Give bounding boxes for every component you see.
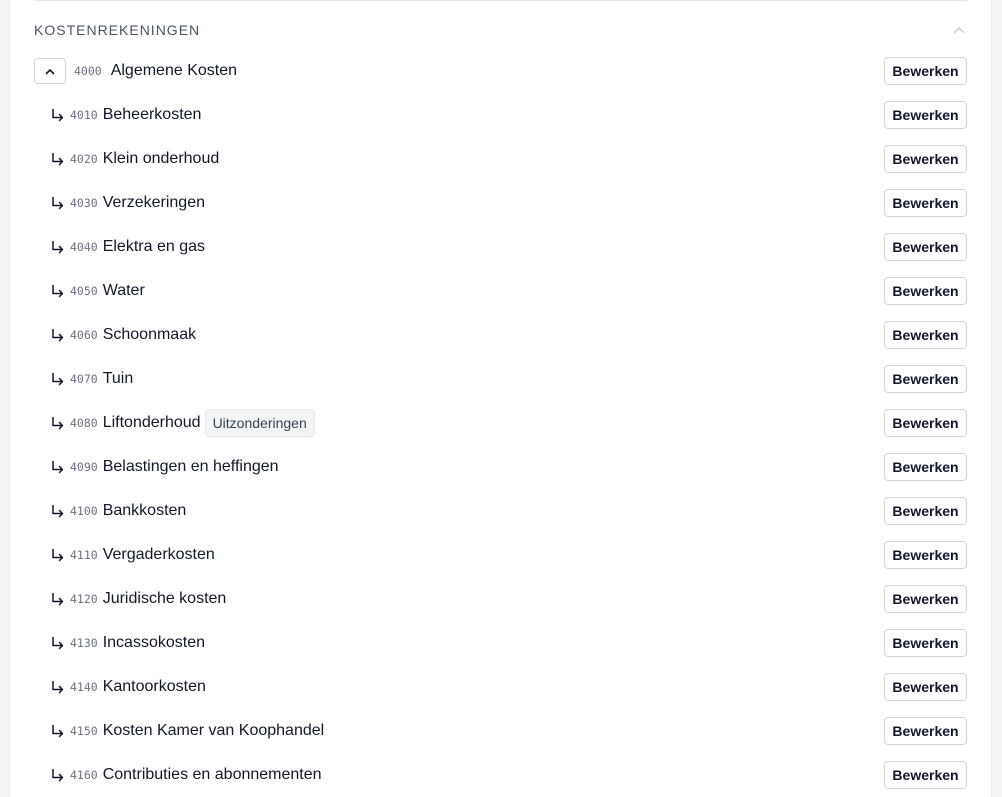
account-name: Beheerkosten (102, 106, 202, 123)
account-name: Algemene Kosten (110, 62, 238, 79)
account-name: Contributies en abonnementen (102, 766, 322, 783)
account-name: Bankkosten (102, 502, 187, 519)
account-name: Elektra en gas (102, 238, 205, 255)
account-name: Juridische kosten (102, 590, 227, 607)
sub-account-arrow-icon (51, 503, 65, 519)
account-row (34, 445, 967, 489)
sub-account-arrow-icon (51, 591, 65, 607)
account-code: 4140 (70, 680, 98, 694)
sub-account-arrow-icon (51, 459, 65, 475)
account-name: Klein onderhoud (102, 150, 220, 167)
edit-button[interactable]: Bewerken (884, 101, 967, 129)
account-name: Liftonderhoud (102, 414, 201, 431)
account-code: 4000 (74, 64, 102, 78)
account-row (34, 489, 967, 533)
sub-account-arrow-icon (51, 239, 65, 255)
account-name: Verzekeringen (102, 194, 205, 211)
account-code: 4010 (70, 108, 98, 122)
collapse-group-button[interactable] (34, 58, 66, 84)
edit-button[interactable]: Bewerken (884, 717, 967, 745)
edit-button[interactable]: Bewerken (884, 409, 967, 437)
edit-button[interactable]: Bewerken (884, 145, 967, 173)
sub-account-arrow-icon (51, 107, 65, 123)
edit-button[interactable]: Bewerken (884, 233, 967, 261)
sub-account-arrow-icon (51, 371, 65, 387)
account-name: Belastingen en heffingen (102, 458, 279, 475)
edit-button[interactable]: Bewerken (884, 585, 967, 613)
account-code: 4070 (70, 372, 98, 386)
account-row (34, 181, 967, 225)
sub-account-arrow-icon (51, 195, 65, 211)
edit-button[interactable]: Bewerken (884, 497, 967, 525)
account-name: Vergaderkosten (102, 546, 215, 563)
account-name: Tuin (102, 370, 134, 387)
account-list (34, 49, 967, 797)
edit-button[interactable]: Bewerken (884, 189, 967, 217)
sub-account-arrow-icon (51, 547, 65, 563)
account-row (34, 357, 967, 401)
account-code: 4030 (70, 196, 98, 210)
edit-button[interactable]: Bewerken (884, 321, 967, 349)
account-row (34, 93, 967, 137)
sub-account-arrow-icon (51, 767, 65, 783)
sub-account-arrow-icon (51, 283, 65, 299)
chevron-up-icon (45, 68, 55, 75)
account-code: 4050 (70, 284, 98, 298)
account-name: Water (102, 282, 145, 299)
sub-account-arrow-icon (51, 723, 65, 739)
account-code: 4080 (70, 416, 98, 430)
account-row (34, 137, 967, 181)
account-row (34, 709, 967, 753)
exceptions-badge: Uitzonderingen (205, 409, 315, 437)
account-name: Schoonmaak (102, 326, 197, 343)
account-name: Kosten Kamer van Koophandel (102, 722, 325, 739)
account-row (34, 225, 967, 269)
edit-button[interactable]: Bewerken (884, 761, 967, 789)
sub-account-arrow-icon (51, 415, 65, 431)
chevron-up-icon[interactable] (951, 22, 967, 38)
account-row (34, 533, 967, 577)
account-code: 4160 (70, 768, 98, 782)
edit-button[interactable]: Bewerken (884, 541, 967, 569)
account-row (34, 577, 967, 621)
account-row (34, 401, 967, 445)
accounts-card (9, 0, 992, 797)
edit-button[interactable]: Bewerken (884, 57, 967, 85)
account-name: Kantoorkosten (102, 678, 206, 695)
edit-button[interactable]: Bewerken (884, 277, 967, 305)
section-header (34, 17, 967, 43)
account-code: 4120 (70, 592, 98, 606)
account-code: 4040 (70, 240, 98, 254)
account-code: 4100 (70, 504, 98, 518)
account-code: 4090 (70, 460, 98, 474)
sub-account-arrow-icon (51, 327, 65, 343)
account-code: 4060 (70, 328, 98, 342)
edit-button[interactable]: Bewerken (884, 453, 967, 481)
account-code: 4020 (70, 152, 98, 166)
account-row (34, 621, 967, 665)
edit-button[interactable]: Bewerken (884, 673, 967, 701)
sub-account-arrow-icon (51, 151, 65, 167)
section-title: KOSTENREKENINGEN (34, 22, 201, 38)
sub-account-arrow-icon (51, 679, 65, 695)
account-row (34, 753, 967, 797)
account-row (34, 269, 967, 313)
account-code: 4110 (70, 548, 98, 562)
account-code: 4130 (70, 636, 98, 650)
edit-button[interactable]: Bewerken (884, 365, 967, 393)
edit-button[interactable]: Bewerken (884, 629, 967, 657)
account-row (34, 665, 967, 709)
sub-account-arrow-icon (51, 635, 65, 651)
account-code: 4150 (70, 724, 98, 738)
account-name: Incassokosten (102, 634, 205, 651)
divider (34, 0, 967, 1)
account-row-parent (34, 49, 967, 93)
account-row (34, 313, 967, 357)
